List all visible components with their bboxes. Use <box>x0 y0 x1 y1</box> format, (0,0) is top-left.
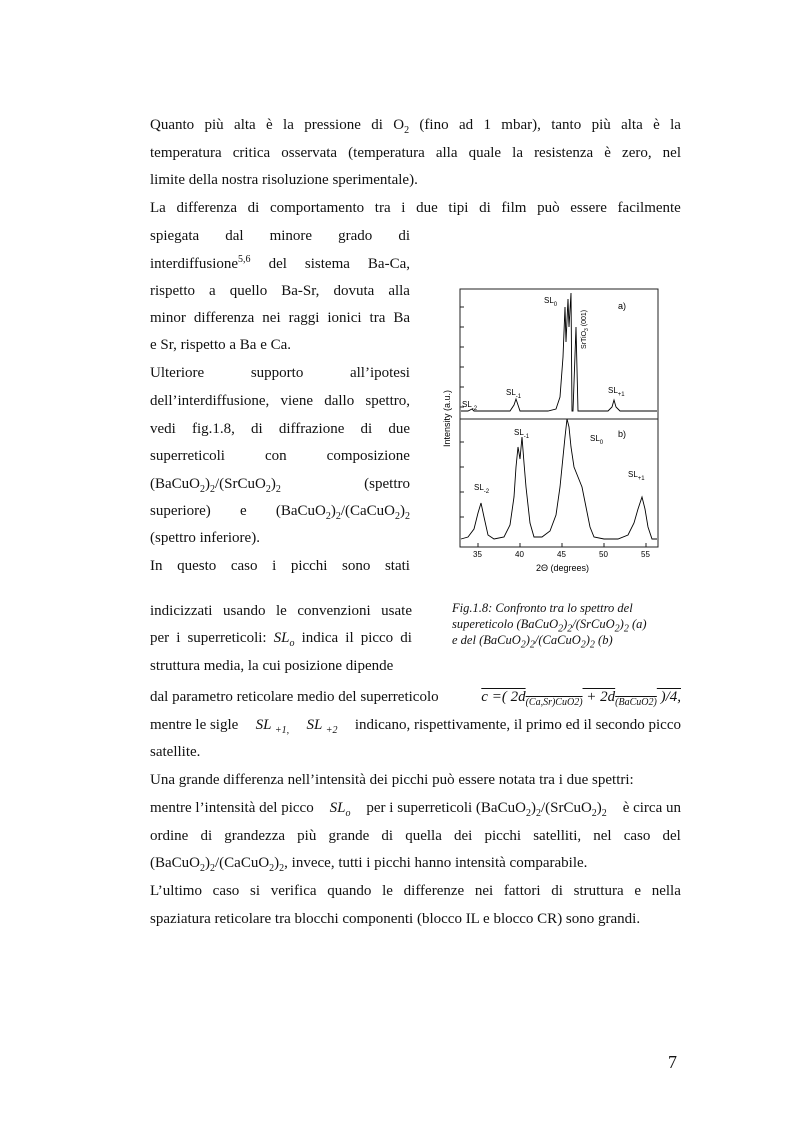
text-run: , invece, tutti i picchi hanno intensità comparabile. <box>284 855 588 871</box>
word: quello <box>229 283 268 299</box>
word: la <box>512 145 523 161</box>
word: la <box>670 117 681 133</box>
chemical-formula: $(BaCuO_2)_2/(CaCuO_2)_2$ <box>275 503 410 522</box>
xrd-figure <box>438 287 660 577</box>
word: Ba-Ca, <box>367 256 410 272</box>
panel-b-label: b) <box>618 429 627 439</box>
word: più <box>297 828 317 844</box>
word: indica <box>301 630 339 646</box>
sl-symbol: $SL_o$ <box>329 800 351 819</box>
page-number: 7 <box>668 1052 677 1072</box>
word: la <box>283 117 294 133</box>
word: minore <box>269 228 313 244</box>
word: le <box>276 603 287 619</box>
word: del <box>268 256 287 272</box>
paragraph-line <box>150 277 410 305</box>
word: L’ultimo <box>150 883 202 899</box>
word: è <box>653 117 660 133</box>
word: grande <box>328 828 370 844</box>
paragraph-line: e Sr, rispetto a Ba e Ca. <box>150 337 292 353</box>
paragraph-line: Una grande differenza nell’intensità dei picchi può essere notata tra i due spettri: <box>150 772 634 788</box>
paragraph-line <box>150 194 681 222</box>
sl-symbol: SL $_{+1,}$ <box>255 717 290 736</box>
y-axis-label: Intensity (a.u.) <box>442 389 452 447</box>
text-run: mentre l’intensità del picco <box>150 800 314 816</box>
word: per <box>150 630 170 646</box>
word: grandezza <box>224 828 286 844</box>
paragraph-line: spaziatura reticolare tra blocchi componenti (blocco IL e blocco CR) sono grandi. <box>150 911 641 927</box>
word: alta <box>234 117 256 133</box>
word: osservata <box>281 145 338 161</box>
text-run: dal parametro reticolare medio del superreticolo <box>150 689 439 705</box>
paragraph-line <box>150 470 410 498</box>
word: picco <box>360 630 394 646</box>
paragraph-line <box>150 304 410 332</box>
word: differenza <box>193 310 255 326</box>
word: raggi <box>288 310 320 326</box>
figure-reference: fig.1.8, <box>191 421 235 437</box>
word: i <box>401 200 406 216</box>
word: alla <box>435 145 458 161</box>
text-run: è circa un <box>622 800 681 816</box>
caption-line: Fig.1.8: Confronto tra lo spettro del <box>452 601 633 615</box>
word: di <box>551 883 563 899</box>
spectrum-b-line <box>461 419 657 539</box>
word: è <box>266 117 273 133</box>
word: minor <box>150 310 186 326</box>
word: facilmente <box>617 200 681 216</box>
word: superreticoli: <box>187 630 267 646</box>
word: caso <box>212 883 240 899</box>
paragraph-line: (spettro inferiore). <box>150 530 260 546</box>
paragraph-line: limite della nostra risoluzione sperimentale). <box>150 172 418 188</box>
word: usate <box>381 603 412 619</box>
paragraph-line <box>150 359 410 387</box>
text-run: indicano, rispettivamente, il primo ed il secondo picco <box>354 717 681 733</box>
chemical-formula: $(BaCuO_2)_2/(SrCuO_2)_2$ <box>150 476 281 495</box>
sl-symbol: SL $_{+2}$ <box>306 717 338 736</box>
paragraph-line <box>150 415 410 443</box>
word: è <box>604 145 611 161</box>
paragraph-line <box>150 442 410 470</box>
sl-symbol: $SL_o$ <box>273 630 295 649</box>
word: superreticoli <box>150 448 225 464</box>
word: le <box>382 883 393 899</box>
word: i <box>272 558 277 574</box>
word: composizione <box>326 448 410 464</box>
paragraph-line <box>150 683 681 711</box>
word: del <box>662 828 681 844</box>
word: supporto <box>250 365 304 381</box>
word: zero, <box>622 145 652 161</box>
x-ticks <box>478 543 646 547</box>
lattice-formula: c =( $2d_{(Ca,Sr)CuO2)} + 2d_{(BaCuO2)}$ )/4, <box>481 689 681 708</box>
word: stati <box>384 558 410 574</box>
word: temperatura <box>150 145 222 161</box>
word: alla <box>388 283 410 299</box>
word: film <box>501 200 527 216</box>
caption-line: supereticolo $(BaCuO_2)_2/(SrCuO_2)_2$ (a) <box>452 617 647 635</box>
word: caso <box>623 828 651 844</box>
o2-formula: $O_2$ <box>393 117 410 136</box>
chemical-formula: per i superreticoli $(BaCuO_2)_2/(SrCuO_2)_2$ <box>366 800 607 819</box>
paragraph-line <box>150 849 587 877</box>
panel-a-label: a) <box>618 301 627 311</box>
word: Ulteriore <box>150 365 205 381</box>
word: di <box>371 117 383 133</box>
word: quella <box>405 828 442 844</box>
a-sl-1-label: $SL_{-1}$ <box>506 388 522 400</box>
word: fattori <box>503 883 541 899</box>
b-sl-2-label: $SL_{-2}$ <box>474 483 490 495</box>
word: sistema <box>304 256 350 272</box>
b-sl1-label: $SL_{+1}$ <box>628 470 645 482</box>
x-axis-label: 2Θ (degrees) <box>536 563 590 573</box>
x-tick-label: 55 <box>641 550 650 559</box>
word: ordine <box>150 828 189 844</box>
a-sl0-label: $SL_0$ <box>544 296 558 308</box>
word: e <box>634 883 642 899</box>
word: diffrazione <box>278 421 345 437</box>
paragraph-line <box>150 822 681 850</box>
word: tra <box>369 310 386 326</box>
paragraph-line: struttura media, la cui posizione dipende <box>150 658 394 674</box>
xrd-spectra-plot <box>438 287 660 577</box>
word: due <box>416 200 438 216</box>
text-run: mentre le sigle <box>150 717 239 733</box>
word: struttura <box>573 883 624 899</box>
word: si <box>250 883 261 899</box>
word: nel <box>593 828 612 844</box>
paragraph-line <box>150 711 681 739</box>
word: satelliti, <box>533 828 582 844</box>
word: usando <box>222 603 266 619</box>
x-tick-label: 50 <box>599 550 608 559</box>
x-tick-label: 35 <box>473 550 482 559</box>
paragraph-line <box>150 552 410 580</box>
word: nei <box>262 310 281 326</box>
word: di <box>360 421 373 437</box>
word: viene <box>280 393 313 409</box>
paragraph-line <box>150 624 412 652</box>
word: due <box>388 421 410 437</box>
word: i <box>176 630 181 646</box>
word: più <box>204 117 224 133</box>
b-sl-1-label: $SL_{-1}$ <box>514 428 530 440</box>
word: sono <box>342 558 371 574</box>
word: (spettro <box>364 476 410 492</box>
word: di <box>200 828 213 844</box>
word: tipi <box>448 200 469 216</box>
word: nei <box>474 883 494 899</box>
word: quando <box>327 883 372 899</box>
word: di <box>247 200 260 216</box>
word: convenzioni <box>297 603 371 619</box>
word: mbar), <box>501 117 541 133</box>
word: differenza <box>176 200 237 216</box>
word: di <box>251 421 263 437</box>
paragraph-line: satellite. <box>150 744 201 760</box>
word: comportamento <box>269 200 365 216</box>
word: quale <box>468 145 502 161</box>
word: picchi <box>290 558 328 574</box>
panel-b-frame <box>460 419 658 547</box>
word: questo <box>177 558 217 574</box>
word: pressione <box>304 117 361 133</box>
paragraph-line <box>150 250 410 278</box>
word: ionici <box>327 310 362 326</box>
word: In <box>150 558 163 574</box>
word: Ba-Sr, <box>281 283 320 299</box>
word: rispetto <box>150 283 195 299</box>
word: superiore) <box>150 503 211 519</box>
a-sl1-label: $SL_{+1}$ <box>608 386 625 398</box>
paragraph-line <box>150 139 681 167</box>
word: nel <box>662 145 681 161</box>
word: alta <box>621 117 643 133</box>
paragraph-line <box>150 111 681 139</box>
word: con <box>264 448 287 464</box>
word: nella <box>651 883 681 899</box>
b-sl0-label: $SL_0$ <box>590 434 604 446</box>
paragraph-line <box>150 877 681 905</box>
word: di <box>479 200 491 216</box>
word: di <box>381 828 394 844</box>
word: il <box>345 630 354 646</box>
chemical-formula: $(BaCuO_2)_2/(CaCuO_2)_2$ <box>150 855 285 874</box>
word: verifica <box>270 883 317 899</box>
word: 1 <box>483 117 491 133</box>
figure-caption <box>452 600 692 651</box>
word: essere <box>570 200 607 216</box>
paragraph-line <box>150 497 410 525</box>
word: resistenza <box>534 145 594 161</box>
substrate-label: SrTiO$_3$ (001) <box>581 309 590 349</box>
word: differenze <box>403 883 465 899</box>
word: (fino <box>419 117 449 133</box>
word: tanto <box>551 117 582 133</box>
word: La <box>150 200 166 216</box>
word: a <box>209 283 216 299</box>
interdiffusione-word: interdiffusione$^{5,6}$ <box>150 254 251 272</box>
y-ticks <box>460 307 464 517</box>
word: più <box>591 117 611 133</box>
word: vedi <box>150 421 176 437</box>
word: e <box>239 503 247 519</box>
word: dell’interdiffusione, <box>150 393 270 409</box>
word: Quanto <box>150 117 195 133</box>
x-tick-label: 45 <box>557 550 566 559</box>
word: (temperatura <box>348 145 425 161</box>
word: grado <box>338 228 373 244</box>
word: di <box>400 630 412 646</box>
x-tick-label: 40 <box>515 550 524 559</box>
citation-superscript: 5,6 <box>238 254 251 265</box>
paragraph-line <box>150 387 410 415</box>
paragraph-line <box>150 222 410 250</box>
word: tra <box>374 200 391 216</box>
word: caso <box>230 558 258 574</box>
word: critica <box>232 145 271 161</box>
spectrum-a-line <box>461 293 657 411</box>
word: ad <box>458 117 474 133</box>
word: dal <box>225 228 244 244</box>
paragraph-line <box>150 597 412 625</box>
caption-line: e del $(BaCuO_2)_2/(CaCuO_2)_2$ (b) <box>452 633 613 651</box>
word: di <box>398 228 410 244</box>
word: può <box>537 200 560 216</box>
word: all’ipotesi <box>349 365 410 381</box>
word: indicizzati <box>150 603 213 619</box>
word: spiegata <box>150 228 200 244</box>
word: dallo <box>324 393 355 409</box>
a-sl-2-label: $SL_{-2}$ <box>462 400 478 412</box>
word: dei <box>453 828 473 844</box>
paragraph-line <box>150 794 681 822</box>
word: picchi <box>484 828 522 844</box>
word: Ba <box>393 310 410 326</box>
word: dovuta <box>333 283 375 299</box>
word: spettro, <box>365 393 410 409</box>
